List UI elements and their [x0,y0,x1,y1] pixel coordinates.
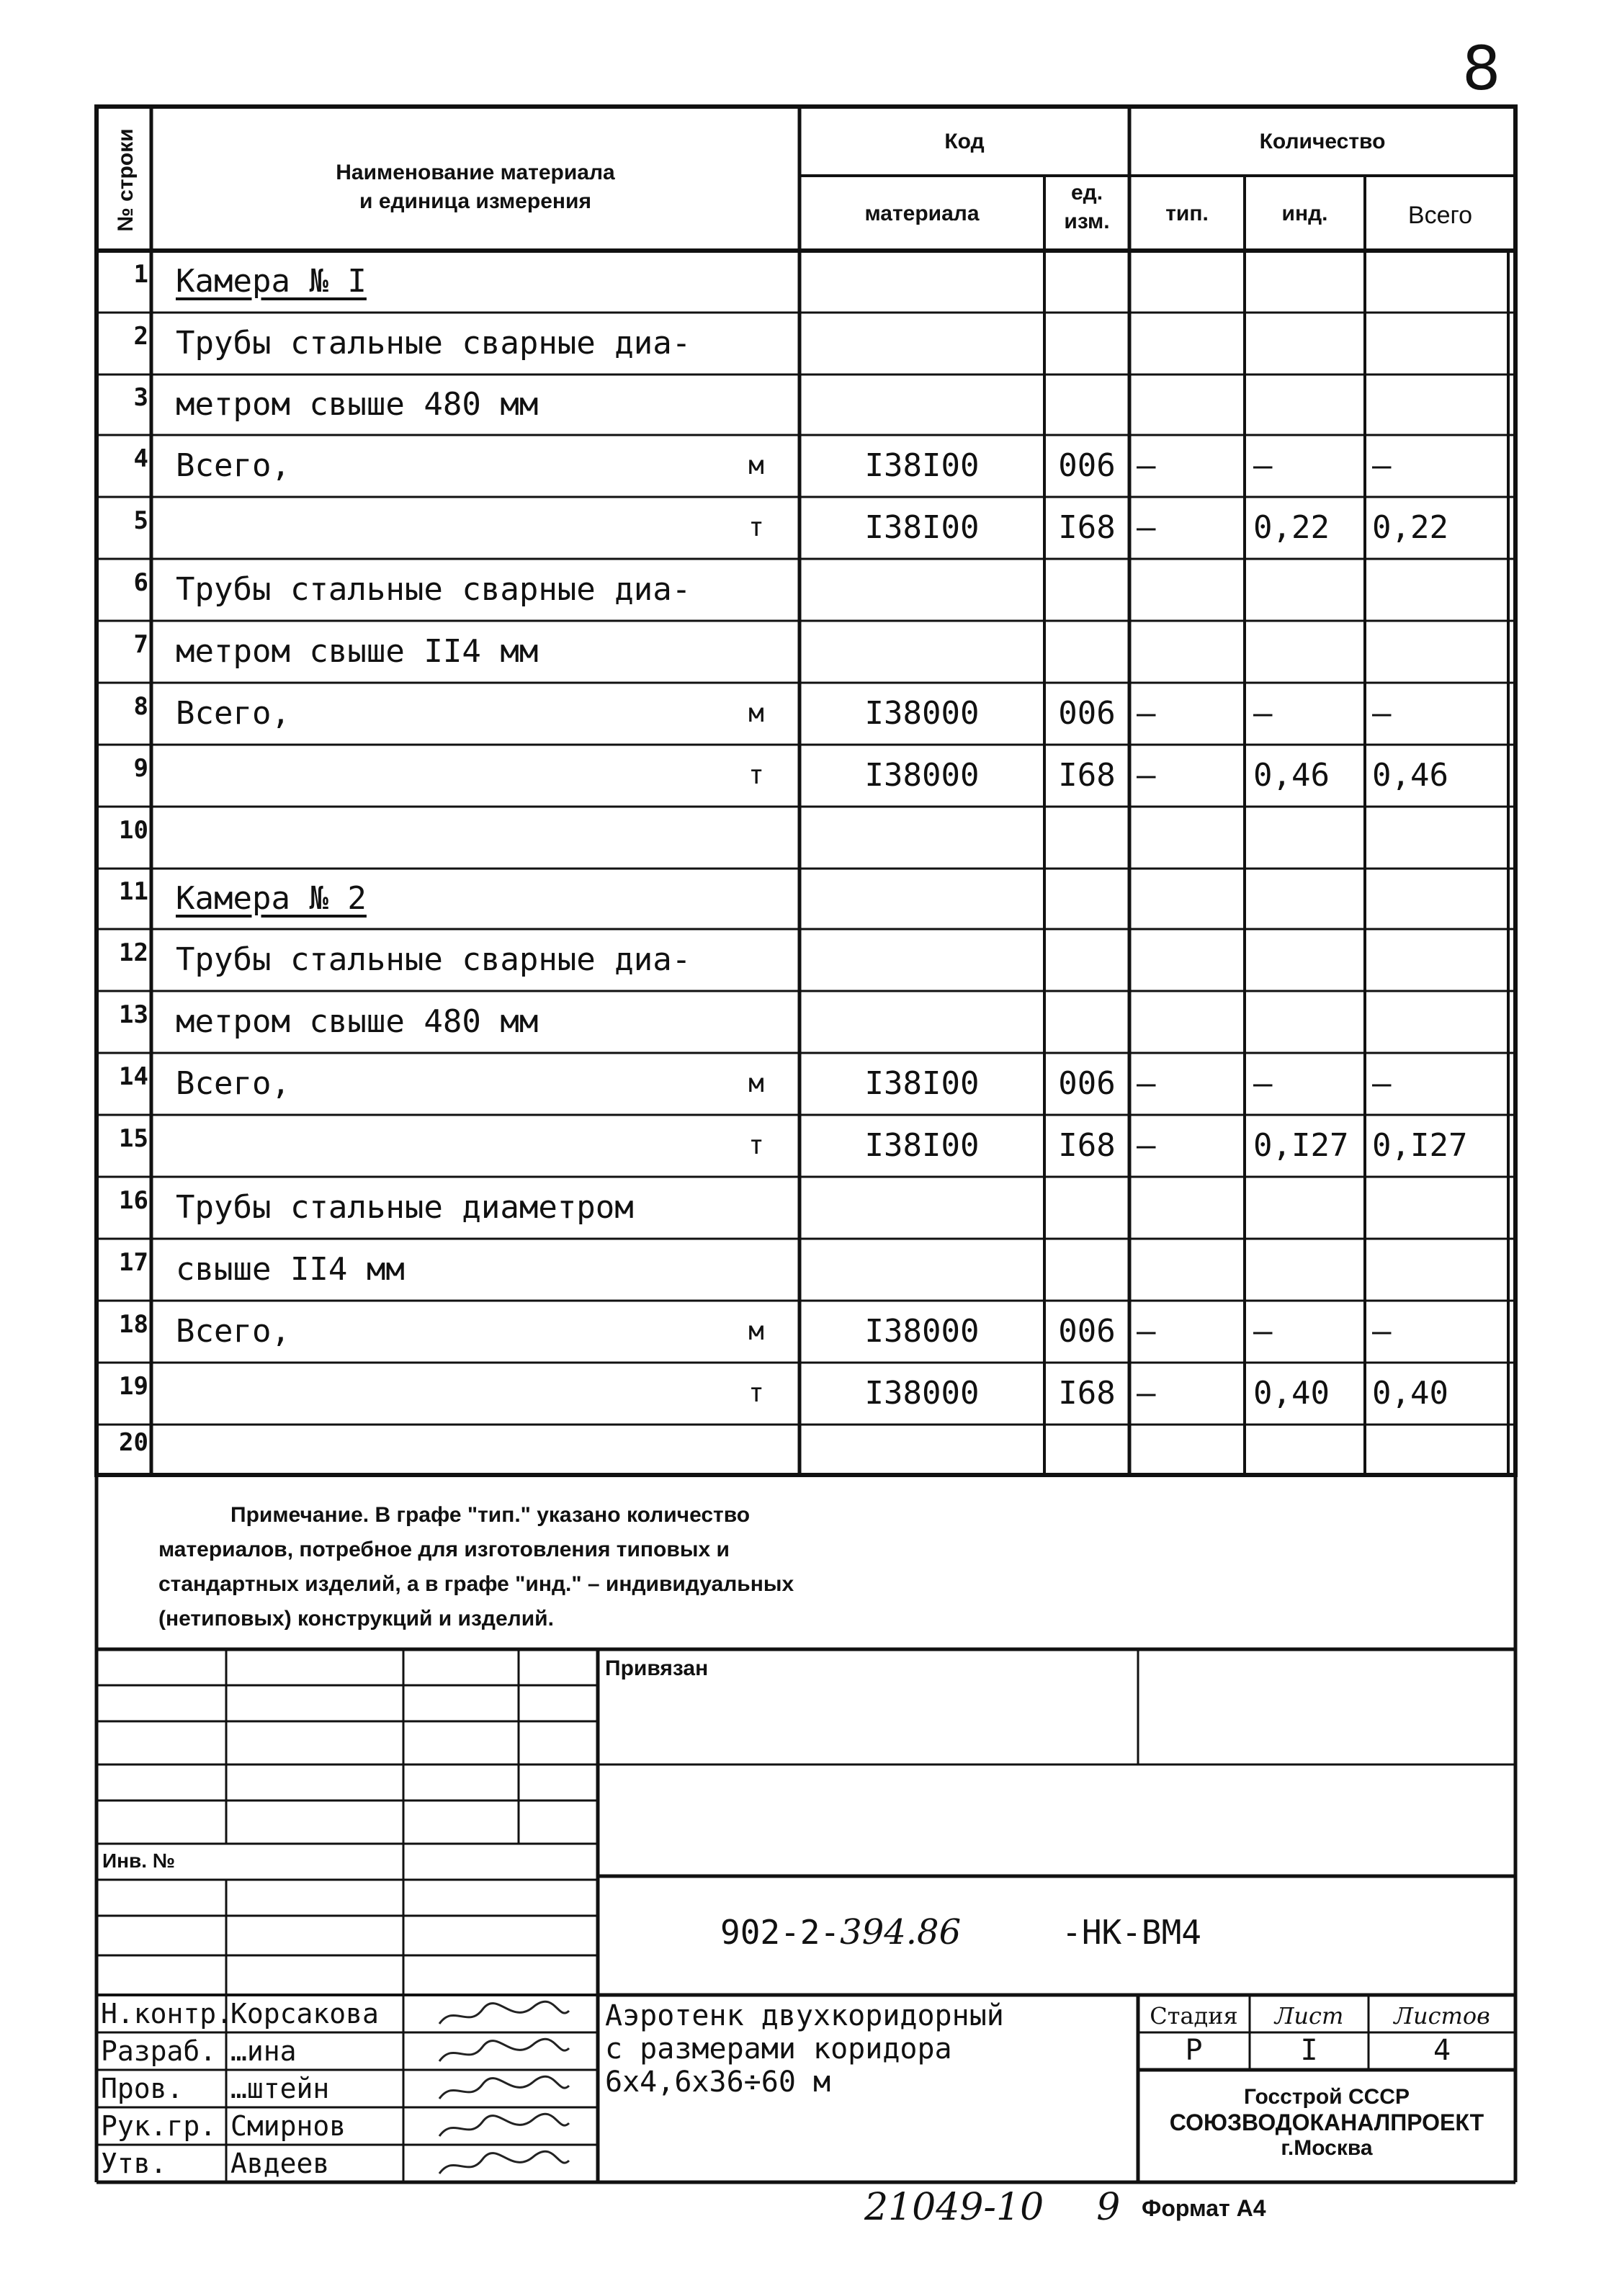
organization [1138,2085,1515,2161]
row-qty-typ [1137,251,1245,313]
row-material-code: I38I00 [864,509,980,546]
row-qty-typ [1137,929,1245,991]
row-qty-ind [1253,375,1365,435]
sheet-label: Лист [1274,2002,1344,2030]
row-qty-ind [1253,621,1365,683]
row-number: 5 [133,506,148,535]
row-qty-total: 0,40 [1372,1375,1448,1412]
archive-page: 9 [1096,2186,1121,2229]
row-qty-typ [1137,1177,1245,1239]
row-unit-code: 006 [1058,1065,1116,1102]
row-qty-total [1372,1177,1508,1239]
header-qty: Количество [1259,130,1386,153]
archive-no: 21049-10 [864,2186,1044,2229]
row-qty-total: – [1372,1313,1392,1350]
row-qty-ind [1253,313,1365,375]
row-number: 2 [133,322,148,351]
org-name: СОЮЗВОДОКАНАЛПРОЕКТ [1169,2109,1484,2135]
row-unit-code [1044,375,1129,435]
row-unit-code: I68 [1058,757,1116,794]
note-line: Примечание. В графе "тип." указано количество [230,1503,751,1527]
row-number: 6 [133,568,148,597]
row-unit [727,1239,785,1301]
row-qty-total [1372,1239,1508,1301]
row-qty-ind: – [1253,695,1273,732]
row-name: Камера № 2 [176,880,367,917]
row-name: Трубы стальные диаметром [176,1189,634,1226]
row-qty-total [1372,991,1508,1053]
row-qty-typ: – [1137,1313,1156,1350]
format-label: Формат А4 [1142,2195,1266,2221]
row-name [176,1425,723,1475]
row-number: 4 [133,444,148,473]
row-number: 16 [119,1186,148,1215]
row-number: 13 [119,1000,148,1029]
row-unit-code [1044,621,1129,683]
row-qty-typ [1137,869,1245,929]
row-unit [727,1177,785,1239]
row-qty-typ: – [1137,757,1156,794]
header-code-unit: ед. изм. [1064,181,1110,233]
row-number: 7 [133,630,148,659]
sheet-value: I [1300,2034,1318,2067]
signature-role: Утв. [101,2148,167,2179]
handwritten-signature [432,2071,576,2107]
row-unit: м [748,1069,764,1098]
signature-role: Н.контр. [101,1998,233,2030]
row-qty-ind: – [1253,1065,1273,1102]
row-material-code [799,251,1044,313]
row-qty-total: 0,I27 [1372,1127,1468,1164]
row-number: 15 [119,1124,148,1153]
row-unit: т [748,1131,764,1160]
header-code-material: материала [864,202,980,225]
row-unit-code [1044,313,1129,375]
row-material-code: I38000 [864,695,980,732]
doc-code-suffix: -НК-ВМ4 [1062,1913,1201,1952]
row-number: 14 [119,1062,148,1091]
row-name: Камера № I [176,263,367,300]
row-material-code [799,559,1044,621]
row-unit: т [748,1378,764,1408]
row-number: 18 [119,1310,148,1339]
sheets-value: 4 [1433,2034,1451,2067]
sheets-label: Листов [1394,2002,1490,2030]
row-unit-code: 006 [1058,1313,1116,1350]
row-unit-code: I68 [1058,1127,1116,1164]
row-name: Трубы стальные сварные диа- [176,325,691,362]
row-unit: т [748,761,764,790]
row-qty-typ [1137,1239,1245,1301]
row-qty-ind: 0,22 [1253,509,1330,546]
row-qty-ind [1253,1239,1365,1301]
drawing-title [605,1999,1004,2099]
signature-role: Рук.гр. [101,2110,217,2142]
row-name: метром свыше 480 мм [176,386,539,423]
row-qty-total [1372,559,1508,621]
row-qty-ind [1253,1425,1365,1475]
row-number: 3 [133,383,148,412]
row-unit-code: 006 [1058,695,1116,732]
row-material-code [799,929,1044,991]
row-unit: т [748,513,764,542]
header-qty-typ: тип. [1165,202,1209,225]
row-qty-ind [1253,251,1365,313]
privyazan-label: Привязан [605,1656,709,1680]
row-unit-code [1044,991,1129,1053]
row-name: Всего, [176,1065,290,1102]
row-qty-ind [1253,559,1365,621]
row-material-code: I38I00 [864,1127,980,1164]
signature-name: Авдеев [230,2148,330,2179]
row-qty-typ [1137,559,1245,621]
row-qty-ind: – [1253,447,1273,484]
signature-name: …штейн [230,2073,330,2104]
signature-role: Разраб. [101,2035,217,2067]
row-qty-typ [1137,1425,1245,1475]
row-unit [727,869,785,929]
row-unit [727,375,785,435]
row-material-code [799,621,1044,683]
row-material-code [799,1425,1044,1475]
row-unit [727,559,785,621]
row-qty-ind [1253,807,1365,869]
row-unit-code [1044,1177,1129,1239]
row-number: 1 [133,260,148,289]
row-material-code [799,1177,1044,1239]
row-number: 8 [133,692,148,721]
row-qty-ind [1253,1177,1365,1239]
row-material-code [799,1239,1044,1301]
row-name [176,807,723,869]
row-qty-total [1372,1425,1508,1475]
row-name: Всего, [176,1313,290,1350]
row-number: 12 [119,938,148,967]
row-qty-total [1372,251,1508,313]
row-qty-total: 0,22 [1372,509,1448,546]
row-material-code: I38000 [864,757,980,794]
row-qty-typ [1137,807,1245,869]
row-qty-typ [1137,313,1245,375]
row-name: Трубы стальные сварные диа- [176,941,691,978]
row-name [176,497,723,559]
row-unit-code [1044,1239,1129,1301]
row-qty-ind [1253,869,1365,929]
note-line: материалов, потребное для изготовления типовых и [158,1538,730,1561]
row-qty-total [1372,807,1508,869]
row-unit [727,807,785,869]
row-qty-ind: – [1253,1313,1273,1350]
row-number: 17 [119,1248,148,1277]
header-qty-total: Всего [1407,202,1473,229]
row-qty-total [1372,313,1508,375]
row-name [176,1363,723,1425]
row-qty-total: 0,46 [1372,757,1448,794]
row-material-code: I38I00 [864,447,980,484]
row-qty-total: – [1372,695,1392,732]
row-material-code [799,375,1044,435]
note-line: (нетиповых) конструкций и изделий. [158,1607,554,1631]
row-unit-code [1044,869,1129,929]
row-qty-total [1372,375,1508,435]
handwritten-signature [432,2146,576,2182]
row-unit-code [1044,929,1129,991]
row-unit-code [1044,251,1129,313]
row-qty-typ: – [1137,695,1156,732]
row-material-code: I38000 [864,1375,980,1412]
row-qty-ind: 0,40 [1253,1375,1330,1412]
row-qty-ind [1253,929,1365,991]
note-line: стандартных изделий, а в графе "инд." – индивидуальных [158,1572,794,1596]
stage-label: Стадия [1150,2002,1238,2030]
row-number: 9 [133,754,148,783]
signature-name: Смирнов [230,2110,346,2142]
row-qty-typ: – [1137,509,1156,546]
handwritten-signature [432,2109,576,2145]
row-number: 10 [119,816,148,845]
drawing-title-line: с размерами коридора [605,2032,952,2066]
header-code: Код [944,130,985,153]
signature-role: Пров. [101,2073,184,2104]
stage-value: Р [1185,2034,1203,2067]
row-unit [727,929,785,991]
row-name [176,1115,723,1177]
row-material-code [799,991,1044,1053]
row-name: Всего, [176,447,290,484]
doc-code-number: 394.86 [840,1912,962,1952]
row-name: Трубы стальные сварные диа- [176,571,691,608]
handwritten-signature [432,1996,576,2032]
row-qty-typ [1137,621,1245,683]
document-code [720,1912,1201,1952]
row-unit [727,251,785,313]
row-material-code [799,313,1044,375]
drawing-title-line: 6х4,6х36÷60 м [605,2066,831,2099]
row-unit-code [1044,807,1129,869]
row-unit-code: 006 [1058,447,1116,484]
row-unit [727,621,785,683]
row-number: 20 [119,1428,148,1457]
row-qty-typ [1137,991,1245,1053]
row-name: свыше II4 мм [176,1251,405,1288]
signature-name: Корсакова [230,1998,379,2030]
row-number: 11 [119,877,148,906]
row-material-code [799,807,1044,869]
header-name: Наименование материала и единица измерения [336,161,615,213]
row-qty-ind [1253,991,1365,1053]
archive-number [864,2186,1120,2229]
row-name: метром свыше 480 мм [176,1003,539,1040]
row-unit: м [748,699,764,728]
row-qty-ind: 0,46 [1253,757,1330,794]
signature-name: …ина [230,2035,297,2067]
row-unit [727,991,785,1053]
inv-no-label: Инв. № [102,1849,176,1872]
row-unit: м [748,1317,764,1346]
row-qty-typ [1137,375,1245,435]
org-ministry: Госстрой СССР [1244,2085,1410,2109]
row-material-code [799,869,1044,929]
row-unit-code [1044,1425,1129,1475]
row-unit-code [1044,559,1129,621]
row-material-code: I38I00 [864,1065,980,1102]
org-city: г.Москва [1281,2136,1373,2160]
row-qty-total [1372,869,1508,929]
page-number: 8 [1462,33,1501,104]
row-unit-code: I68 [1058,509,1116,546]
row-unit [727,1425,785,1475]
row-name [176,745,723,807]
doc-code-prefix: 902-2- [720,1913,841,1952]
row-name: Всего, [176,695,290,732]
row-qty-total: – [1372,1065,1392,1102]
row-qty-total [1372,929,1508,991]
note [158,1498,1023,1636]
row-qty-typ: – [1137,1127,1156,1164]
row-unit-code: I68 [1058,1375,1116,1412]
row-unit: м [748,451,764,480]
drawing-title-line: Аэротенк двухкоридорный [605,1999,1004,2032]
row-qty-ind: 0,I27 [1253,1127,1349,1164]
row-qty-typ: – [1137,1375,1156,1412]
row-material-code: I38000 [864,1313,980,1350]
row-qty-total: – [1372,447,1392,484]
row-name: метром свыше II4 мм [176,633,539,670]
handwritten-signature [432,2034,576,2070]
row-number-header: № строки [114,128,138,232]
header-qty-ind: инд. [1281,202,1328,225]
row-qty-typ: – [1137,447,1156,484]
row-qty-total [1372,621,1508,683]
row-number: 19 [119,1372,148,1401]
row-unit [727,313,785,375]
row-qty-typ: – [1137,1065,1156,1102]
